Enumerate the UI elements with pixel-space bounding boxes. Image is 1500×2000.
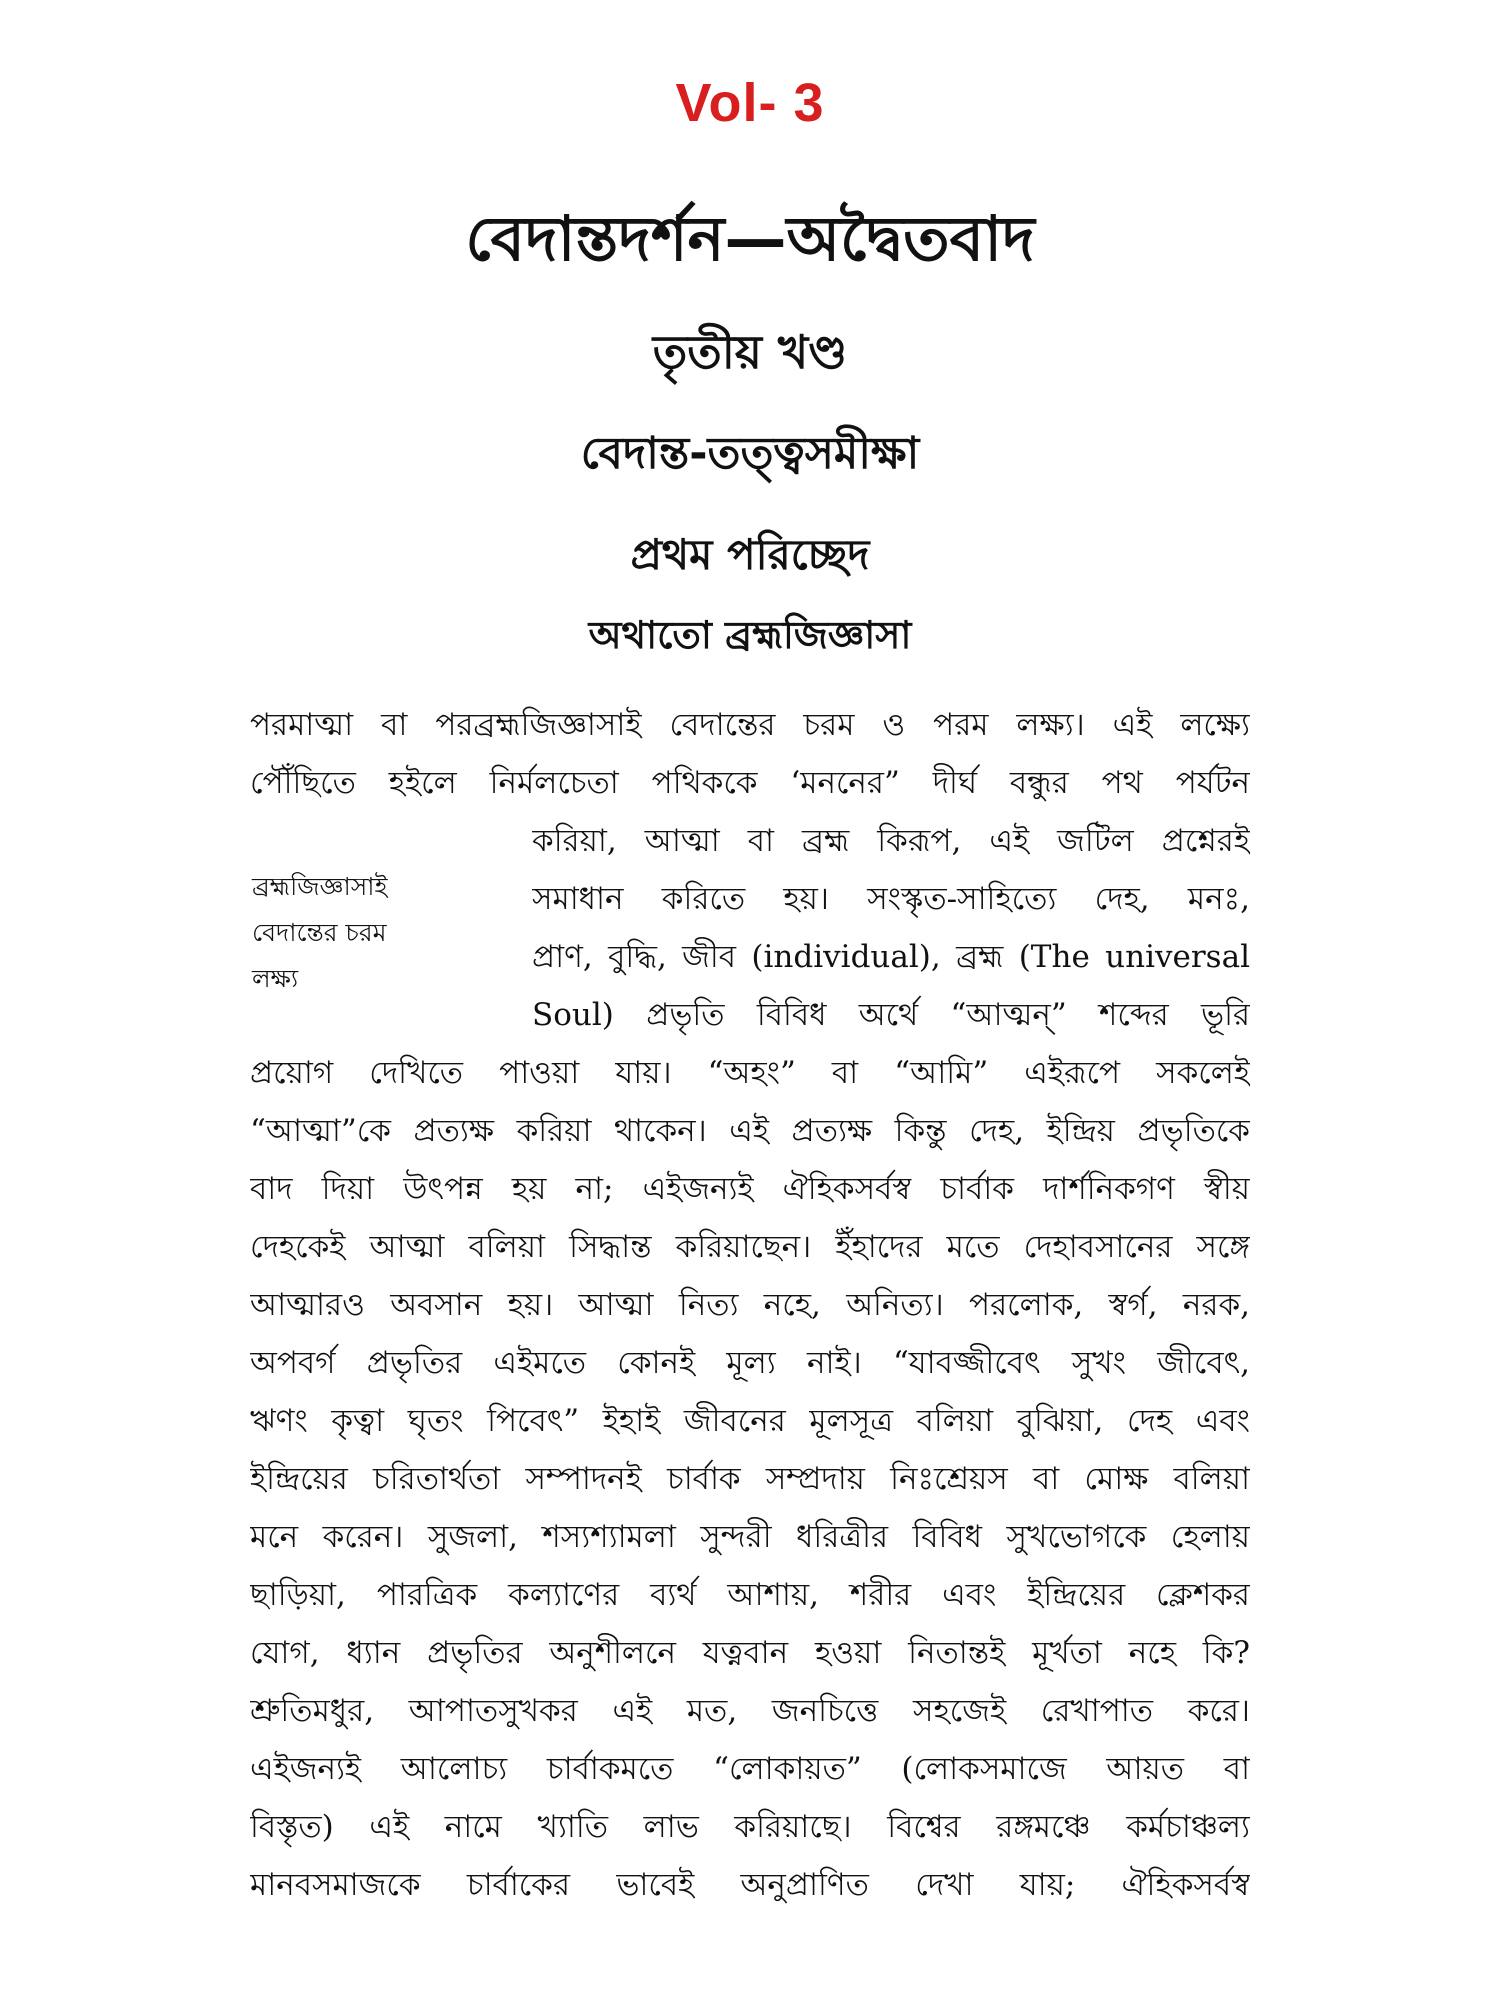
text-line: ছাড়িয়া, পারত্রিক কল্যাণের ব্যর্থ আশায়, শরীর এবং ইন্দ্রিয়ের ক্লেশকর [250, 1577, 1250, 1613]
text-line: অপবর্গ প্রভৃতির এইমতে কোনই মূল্য নাই। “যাবজ্জীবেৎ সুখং জীবেৎ, [250, 1345, 1250, 1381]
text-line: মানবসমাজকে চার্বাকের ভাবেই অনুপ্রাণিত দেখা যায়; ঐহিকসর্বস্ব [250, 1867, 1250, 1903]
margin-note [252, 864, 472, 1002]
text-line: দেহকেই আত্মা বলিয়া সিদ্ধান্ত করিয়াছেন। ইঁহাদের মতে দেহাবসানের সঙ্গে [250, 1229, 1250, 1265]
chapter-subheading: অথাতো ব্রহ্মজিজ্ঞাসা [588, 613, 912, 657]
part-heading: তৃতীয় খণ্ড [652, 325, 848, 379]
text-line: শ্রুতিমধুর, আপাতসুখকর এই মত, জনচিত্তে সহজেই রেখাপাত করে। [250, 1693, 1250, 1729]
text-line: আত্মারও অবসান হয়। আত্মা নিত্য নহে, অনিত্য। পরলোক, স্বর্গ, নরক, [250, 1287, 1250, 1323]
paragraph-indented [532, 812, 1250, 1044]
text-line: পৌঁছিতে হইলে নির্মলচেতা পথিককে ‘মননের” দীর্ঘ বন্ধুর পথ পর্যটন [250, 765, 1250, 801]
text-line: যোগ, ধ্যান প্রভৃতির অনুশীলনে যত্নবান হওয়া নিতান্তই মূর্খতা নহে কি? [250, 1635, 1250, 1671]
text-line: প্রয়োগ দেখিতে পাওয়া যায়। “অহং” বা “আমি” এইরূপে সকলেই [250, 1055, 1250, 1091]
text-line: “আত্মা”কে প্রত্যক্ষ করিয়া থাকেন। এই প্রত্যক্ষ কিন্তু দেহ, ইন্দ্রিয় প্রভৃতিকে [250, 1113, 1250, 1149]
text-line: ঋণং কৃত্বা ঘৃতং পিবেৎ” ইহাই জীবনের মূলসূত্র বলিয়া বুঝিয়া, দেহ এবং [250, 1403, 1250, 1439]
text-line: মনে করেন। সুজলা, শস্যশ্যামলা সুন্দরী ধরিত্রীর বিবিধ সুখভোগকে হেলায় [250, 1519, 1250, 1555]
text-line: বাদ দিয়া উৎপন্ন হয় না; এইজন্যই ঐহিকসর্বস্ব চার্বাক দার্শনিকগণ স্বীয় [250, 1171, 1250, 1207]
text-line: ইন্দ্রিয়ের চরিতার্থতা সম্পাদনই চার্বাক সম্প্রদায় নিঃশ্রেয়স বা মোক্ষ বলিয়া [250, 1461, 1250, 1497]
text-line: বিস্তৃত) এই নামে খ্যাতি লাভ করিয়াছে। বিশ্বের রঙ্গমঞ্চে কর্মচাঞ্চল্য [250, 1809, 1250, 1845]
book-title: বেদান্তদর্শন—অদ্বৈতবাদ [465, 202, 1035, 275]
text-line: প্রাণ, বুদ্ধি, জীব (individual), ব্রহ্ম (The universal [532, 939, 1250, 975]
text-line: পরমাত্মা বা পরব্রহ্মজিজ্ঞাসাই বেদান্তের চরম ও পরম লক্ষ্য। এই লক্ষ্যে [250, 707, 1250, 743]
margin-note-line: বেদান্তের চরম [252, 918, 387, 947]
text-line: Soul) প্রভৃতি বিবিধ অর্থে “আত্মন্” শব্দের ভূরি [532, 997, 1250, 1033]
section-heading: বেদান্ত-তত্ত্বসমীক্ষা [580, 428, 920, 479]
paragraph-top [250, 696, 1250, 812]
margin-note-line: লক্ষ্য [252, 964, 299, 993]
text-line: করিয়া, আত্মা বা ব্রহ্ম কিরূপ, এই জটিল প্রশ্নেরই [532, 823, 1250, 859]
paragraph-bottom [250, 1044, 1250, 1914]
text-line: এইজন্যই আলোচ্য চার্বাকমতে “লোকায়ত” (লোকসমাজে আয়ত বা [250, 1751, 1250, 1787]
margin-note-line: ব্রহ্মজিজ্ঞাসাই [252, 872, 388, 901]
chapter-heading: প্রথম পরিচ্ছেদ [630, 530, 870, 579]
text-line: সমাধান করিতে হয়। সংস্কৃত-সাহিত্যে দেহ, মনঃ, [532, 881, 1250, 917]
volume-label: Vol- 3 [675, 73, 825, 133]
